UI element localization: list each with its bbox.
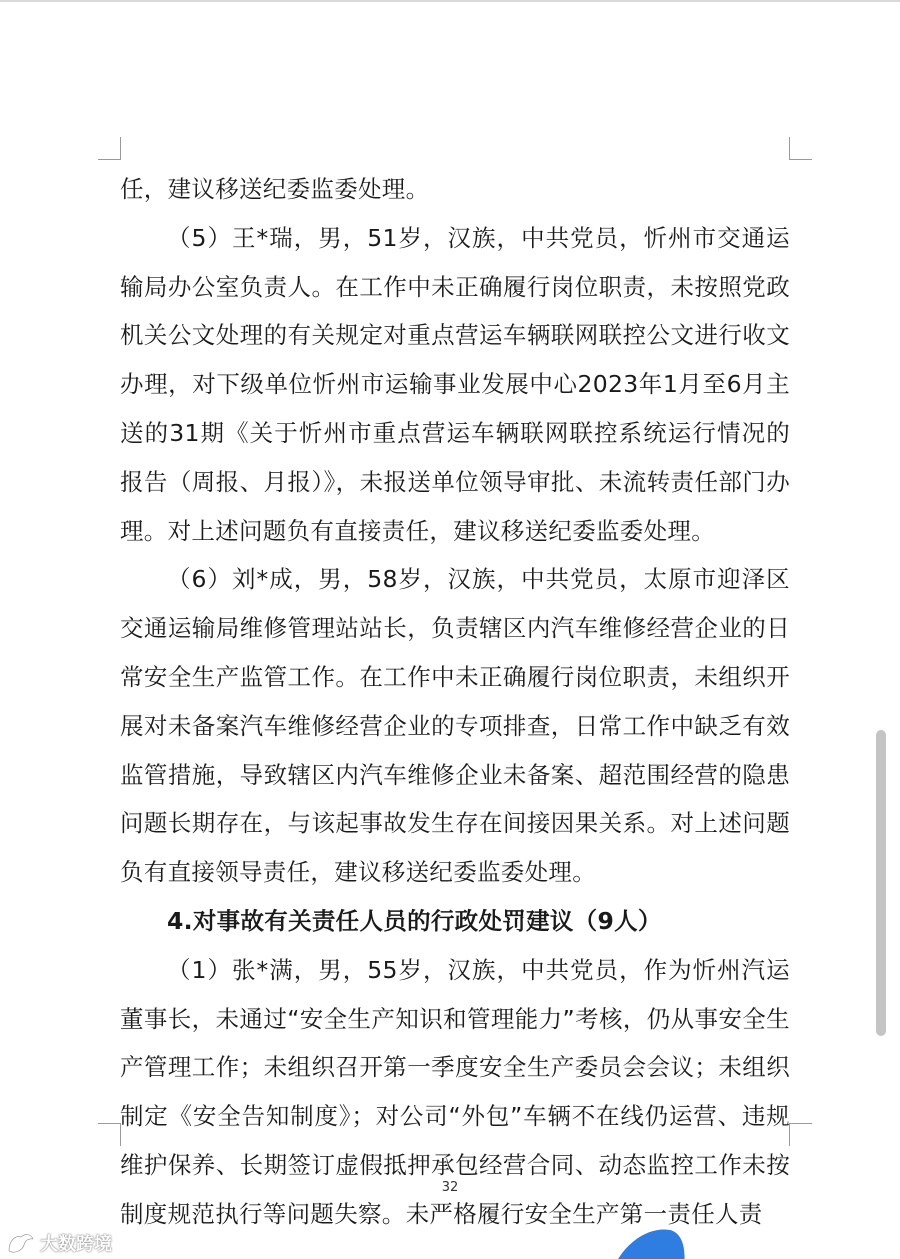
paragraph-item-5: （5）王*瑞，男，51岁，汉族，中共党员，忻州市交通运输局办公室负责人。在工作中未正确履行岗位职责，未按照党政机关公文处理的有关规定对重点营运车辆联网联控公文进行收文办理，对下级单位忻州市运输事业发展中心2023年1月至6月主送的31期《关于忻州市重点营运车辆联网联控系统运行情况的报告（周报、月报）》，未报送单位领导审批、未流转责任部门办理。对上述问题负有直接责任，建议移送纪委监委处理。 <box>120 223 790 545</box>
watermark <box>6 1229 112 1257</box>
top-divider <box>0 0 900 2</box>
section-heading: 4.对事故有关责任人员的行政处罚建议（9人） <box>167 906 662 935</box>
page-number: 32 <box>441 1180 459 1195</box>
scrollbar-thumb[interactable] <box>876 730 886 1036</box>
paragraph-item-1: （1）张*满，男，55岁，汉族，中共党员，作为忻州汽运董事长，未通过“安全生产知识和管理能力”考核，仍从事安全生产管理工作；未组织召开第一季度安全生产委员会会议；未组织制定《安全告知制度》；对公司“外包”车辆不在线仍运营、违规维护保养、长期签订虚假抵押承包经营合同、动态监控工作未按制度规范执行等问题失察。未严格履行安全生产第一责任人责 <box>120 955 790 1228</box>
fox-logo-icon <box>6 1231 36 1255</box>
crop-mark-top-right <box>789 137 812 160</box>
floating-action-blob-icon[interactable] <box>600 1218 690 1259</box>
crop-mark-bottom-right <box>789 1123 812 1146</box>
paragraph-continuation: 任，建议移送纪委监委处理。 <box>120 175 430 203</box>
crop-mark-bottom-left <box>98 1123 121 1146</box>
watermark-text: 大数跨境 <box>40 1234 112 1255</box>
paragraph-item-6: （6）刘*成，男，58岁，汉族，中共党员，太原市迎泽区交通运输局维修管理站站长，负责辖区内汽车维修经营企业的日常安全生产监管工作。在工作中未正确履行岗位职责，未组织开展对未备案汽车维修经营企业的专项排查，日常工作中缺乏有效监管措施，导致辖区内汽车维修企业未备案、超范围经营的隐患问题长期存在，与该起事故发生存在间接因果关系。对上述问题负有直接领导责任，建议移送纪委监委处理。 <box>120 565 790 887</box>
document-body <box>120 165 790 1239</box>
crop-mark-top-left <box>98 137 121 160</box>
